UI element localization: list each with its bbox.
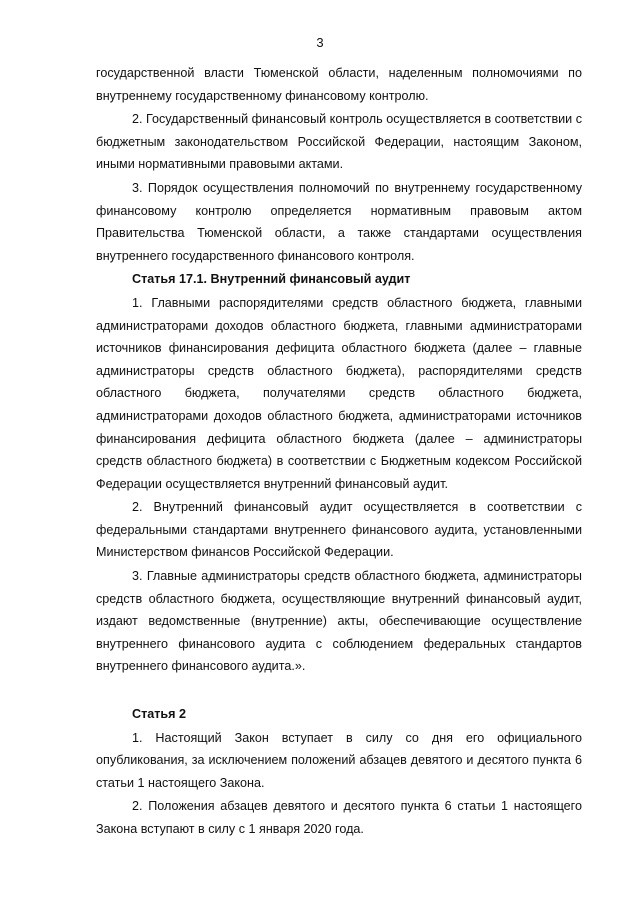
paragraph-continuation: государственной власти Тюменской области, наделенным полномочиями по внутреннему государственному финансовому контролю.	[96, 66, 582, 103]
article-2-paragraph-1: 1. Настоящий Закон вступает в силу со дня его официального опубликования, за исключением положений абзацев девятого и десятого пункта 6 статьи 1 настоящего Закона.	[96, 730, 582, 790]
section-spacer	[96, 679, 582, 703]
paragraph-3-control-procedure: 3. Порядок осуществления полномочий по внутреннему государственному финансовому контролю определяется нормативным правовым актом Правительства Тюменской области, а также стандартами осуществления внутреннего государственного финансового контроля.	[96, 180, 582, 263]
article-17-1-paragraph-2: 2. Внутренний финансовый аудит осуществляется в соответствии с федеральными стандартами внутреннего финансового аудита, установленными Министерством финансов Российской Федерации.	[96, 500, 582, 560]
article-17-1-heading: Статья 17.1. Внутренний финансовый аудит	[132, 272, 411, 287]
article-17-1-paragraph-1: 1. Главными распорядителями средств областного бюджета, главными администраторами доходов областного бюджета, главными администраторами источников финансирования дефицита областного бюджета (далее – главные администраторы средств областного бюджета), распорядителями средств областного бюджета, получателями средств областного бюджета, администраторами доходов областного бюджета, администраторами источников финансирования дефицита областного бюджета (далее – администраторы средств областного бюджета) в соответствии с Бюджетным кодексом Российской Федерации осуществляется внутренний финансовый аудит.	[96, 295, 582, 491]
article-2-paragraph-2: 2. Положения абзацев девятого и десятого пункта 6 статьи 1 настоящего Закона вступают в силу с 1 января 2020 года.	[96, 799, 582, 836]
article-17-1-paragraph-3: 3. Главные администраторы средств областного бюджета, администраторы средств областного бюджета, осуществляющие внутренний финансовый аудит, издают ведомственные (внутренние) акты, обеспечивающие осуществление внутреннего финансового аудита с соблюдением федеральных стандартов внутреннего финансового аудита.».	[96, 569, 582, 674]
document-body	[96, 62, 582, 842]
paragraph-2-state-control: 2. Государственный финансовый контроль осуществляется в соответствии с бюджетным законодательством Российской Федерации, настоящим Законом, иными нормативными правовыми актами.	[96, 112, 582, 172]
article-2-heading: Статья 2	[132, 707, 187, 722]
page-number: 3	[316, 35, 324, 50]
